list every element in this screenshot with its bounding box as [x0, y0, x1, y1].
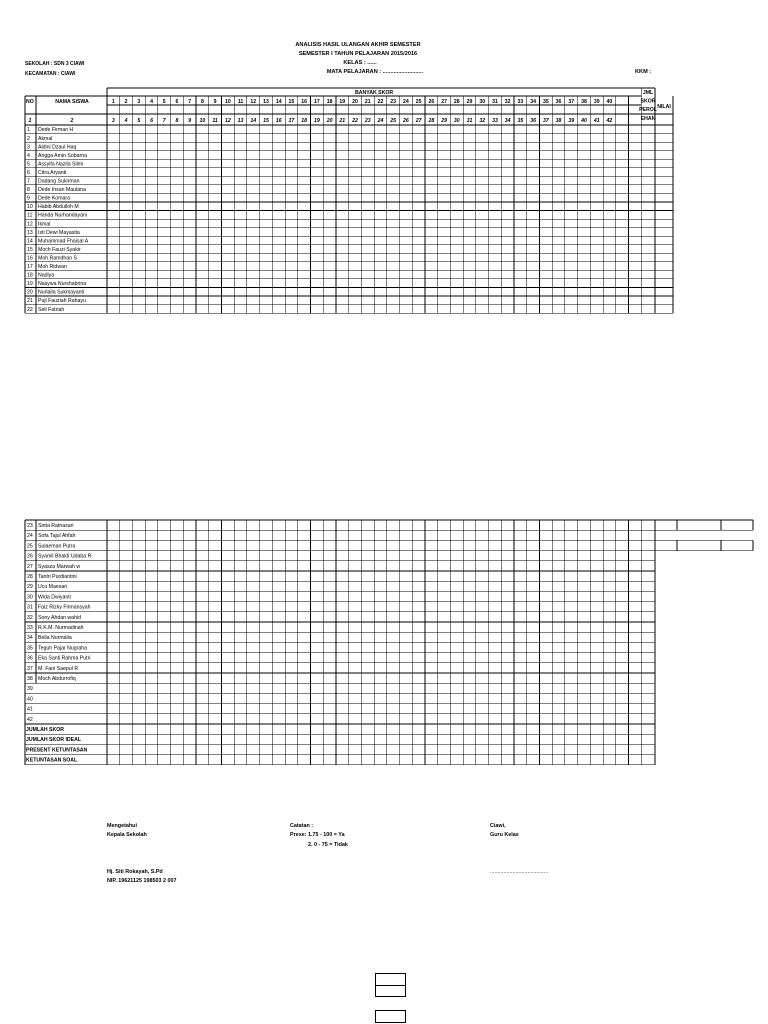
student-name: Bella Nurmalia [38, 635, 72, 642]
index-cell: 2 [70, 118, 74, 124]
student-number: 31 [27, 604, 33, 611]
question-number: 27 [441, 99, 447, 105]
index-cell: 9 [188, 118, 192, 124]
student-number: 9 [27, 195, 30, 202]
question-number: 18 [326, 99, 333, 105]
index-cell: 10 [199, 118, 206, 124]
student-number: 1 [27, 127, 30, 134]
kepala-sekolah-label: Kepala Sekolah [107, 832, 147, 838]
question-number: 20 [352, 99, 358, 105]
kepala-sekolah-nip: NIP. 19621125 198503 2 007 [107, 878, 177, 884]
student-name: Nurlaila Sukmayanti [38, 289, 85, 296]
mengetahui-label: Mengetahui [107, 823, 137, 829]
footer-box-bottom [375, 1010, 406, 1023]
index-cell: 20 [326, 118, 333, 124]
question-number: 21 [364, 99, 371, 105]
index-cell: 26 [403, 118, 409, 124]
question-number: 17 [313, 99, 320, 105]
student-name: Faiz Rizky Firmansyah [38, 604, 91, 611]
question-number: 33 [517, 99, 524, 105]
catatan-ya: Prese: 1.75 - 100 = Ya [290, 832, 345, 838]
student-number: 37 [27, 665, 33, 672]
document-subtitle: SEMESTER I TAHUN PELAJARAN 2015/2016 [298, 51, 418, 57]
student-number: 32 [27, 614, 33, 621]
student-name: Sulaeman Putra [38, 543, 76, 550]
student-name: Habib Abdulloh M [38, 204, 79, 211]
student-number: 18 [27, 272, 33, 279]
nama-siswa-header: NAMA SISWA [55, 99, 89, 105]
index-cell: 8 [175, 118, 179, 124]
banyak-skor-header: BANYAK SKOR [355, 90, 394, 96]
jml-skor-header: PEROL [639, 107, 657, 114]
question-number: 24 [403, 99, 409, 105]
index-cell: 29 [441, 118, 447, 124]
student-number: 19 [27, 281, 33, 288]
jml-skor-header: SKOR [640, 98, 656, 105]
student-number: 16 [27, 255, 33, 262]
student-number: 5 [27, 161, 30, 168]
student-name: Muhammad Fhaisal A [38, 238, 89, 245]
index-cell: 33 [492, 118, 498, 124]
student-name: Dede Insan Maulana [38, 187, 86, 194]
student-number: 2 [27, 135, 30, 142]
index-cell: 27 [415, 118, 422, 124]
question-number: 8 [200, 99, 204, 105]
question-number: 32 [504, 99, 511, 105]
jml-skor-header: JML [642, 90, 654, 96]
index-cell: 7 [162, 118, 166, 124]
student-name: Syamil Bhakti Udaba R [38, 553, 92, 560]
no-header: NO [26, 99, 34, 105]
student-name: Assyifa Nazila Silmi [38, 161, 84, 168]
question-number: 36 [555, 99, 562, 105]
index-cell: 13 [237, 118, 244, 124]
student-number: 28 [27, 574, 33, 580]
student-number: 25 [27, 543, 33, 550]
student-name: Citra Aryanti [38, 169, 67, 176]
index-cell: 24 [377, 118, 384, 124]
student-name: Tantri Purdiantini [38, 574, 77, 580]
student-number: 30 [27, 594, 33, 601]
index-cell: 3 [111, 118, 115, 124]
question-number: 30 [479, 99, 486, 105]
question-number: 35 [542, 99, 549, 105]
student-name: Moch Fauzi Syakir [38, 246, 81, 253]
index-cell: 16 [275, 118, 282, 124]
question-number: 1 [111, 99, 115, 105]
question-number: 34 [530, 99, 537, 105]
student-number: 21 [27, 298, 33, 305]
footer-box-divider [376, 985, 405, 986]
question-number: 2 [124, 99, 128, 105]
index-cell: 25 [390, 118, 397, 124]
student-name: Syasza Marwah w [38, 563, 81, 570]
question-number: 39 [593, 99, 600, 105]
student-number: 23 [27, 523, 33, 529]
question-number: 28 [453, 99, 460, 105]
student-number: 4 [27, 152, 30, 159]
guru-kelas-label: Guru Kelas [490, 832, 519, 838]
student-number: 27 [27, 563, 33, 570]
summary-row-label: JUMLAH SKOR [26, 727, 65, 733]
student-name: Sofa Tajul Ahfah [38, 533, 76, 540]
student-name: Eka Santi Rahma Putri [38, 655, 91, 662]
student-name: Nasywa Nurshabrina [38, 281, 87, 288]
index-cell: 32 [479, 118, 486, 124]
student-number: 24 [27, 533, 33, 540]
index-cell: 42 [606, 118, 613, 124]
question-number: 37 [568, 99, 575, 105]
student-number: 42 [27, 716, 33, 723]
index-cell: 6 [150, 118, 153, 124]
student-name: Angga Amin Sobarna [38, 152, 88, 159]
question-number: 22 [377, 99, 384, 105]
index-cell: 40 [581, 118, 587, 124]
index-cell: 34 [504, 118, 511, 124]
index-cell: 38 [555, 118, 562, 124]
summary-row-label: PRESENT KETUNTASAN [26, 747, 88, 754]
student-number: 13 [27, 229, 33, 236]
index-cell: 5 [137, 118, 141, 124]
index-cell: 22 [352, 118, 358, 124]
student-name: Wida Dwiyanti [38, 594, 71, 601]
student-name: Dadang Sukirman [38, 178, 80, 185]
question-number: 6 [175, 99, 179, 105]
summary-row-label: JUMLAH SKOR IDEAL [26, 737, 82, 744]
student-name: Seli Fatriah [38, 306, 65, 313]
student-name: Ikmal [38, 221, 51, 228]
index-cell: 11 [212, 118, 218, 124]
question-number: 14 [275, 99, 282, 105]
index-cell: 21 [339, 118, 346, 124]
student-number: 6 [27, 169, 30, 176]
student-number: 26 [27, 553, 33, 560]
student-number: 38 [27, 676, 33, 682]
index-cell: 17 [288, 118, 295, 124]
index-cell: 36 [530, 118, 537, 124]
kecamatan-label: KECAMATAN : CIAWI [25, 71, 76, 77]
index-cell: 1 [28, 118, 32, 124]
student-name: Sinta Ratnasari [38, 523, 74, 529]
question-number: 5 [162, 99, 166, 105]
question-number: 15 [288, 99, 295, 105]
student-number: 3 [27, 144, 30, 151]
kkm-label: KKM : [635, 69, 652, 75]
student-number: 20 [27, 289, 33, 296]
question-number: 26 [428, 99, 435, 105]
kepala-sekolah-name: Hj. Siti Rokayah, S.Pd [107, 869, 163, 875]
student-number: 11 [27, 212, 33, 219]
student-name: Sony Ahdan wahid [38, 614, 81, 621]
student-name: Dede Komara [38, 195, 71, 202]
index-cell: 23 [364, 118, 371, 124]
student-name: Moh Ridwan [38, 264, 67, 270]
student-number: 40 [27, 696, 33, 703]
guru-signature-line: ....................................... [490, 869, 549, 875]
question-number: 31 [492, 99, 498, 105]
question-number: 7 [188, 99, 192, 105]
student-number: 36 [27, 655, 33, 662]
question-number: 10 [224, 99, 231, 105]
index-cell: 12 [224, 118, 231, 124]
student-name: Nadiya [38, 272, 55, 279]
student-number: 7 [27, 178, 30, 185]
question-number: 40 [606, 99, 613, 105]
student-number: 39 [27, 686, 33, 693]
question-number: 16 [301, 99, 308, 105]
mata-pelajaran-label: MATA PELAJARAN : .......................... [326, 69, 424, 75]
index-cell: 4 [124, 118, 128, 124]
student-number: 29 [27, 584, 33, 591]
student-number: 12 [27, 221, 33, 228]
document-title: ANALISIS HASIL ULANGAN AKHIR SEMESTER [295, 42, 421, 48]
student-number: 22 [27, 306, 33, 313]
question-number: 13 [263, 99, 269, 105]
question-number: 25 [415, 99, 422, 105]
summary-row-label: KETUNTASAN SOAL [26, 757, 78, 764]
student-number: 10 [27, 204, 33, 211]
student-name: Moh Ramdhan S [38, 255, 77, 262]
index-cell: 18 [301, 118, 308, 124]
student-name: Puji Fauziah Rahayu [38, 298, 86, 305]
student-name: Ucu Maesari [38, 584, 68, 591]
student-number: 17 [27, 264, 33, 270]
student-number: 15 [27, 246, 33, 253]
footer-box-top [375, 973, 406, 997]
question-number: 4 [150, 99, 153, 105]
kelas-label: KELAS : ...... [343, 60, 377, 66]
student-number: 34 [27, 635, 33, 642]
student-name: R.K.M. Nurmadinah [38, 625, 84, 631]
kota-label: Ciawi, [490, 823, 506, 829]
catatan-label: Catatan : [290, 823, 314, 829]
student-number: 41 [27, 706, 33, 713]
question-number: 3 [137, 99, 141, 105]
question-number: 9 [213, 99, 217, 105]
index-cell: 39 [568, 118, 575, 124]
question-number: 38 [581, 99, 587, 105]
index-cell: 41 [593, 118, 600, 124]
student-name: Handa Nurhandayani [38, 212, 88, 219]
question-number: 11 [237, 99, 244, 105]
index-cell: 37 [542, 118, 549, 124]
question-number: 19 [339, 99, 346, 105]
student-name: Moch Abdurrofiq [38, 676, 76, 682]
question-number: 23 [390, 99, 397, 105]
catatan-tidak: 2. 0 - 75 = Tidak [308, 842, 348, 848]
student-name: M. Fani Saepul R [38, 665, 79, 672]
student-name: Aldini Dzaul Haq [38, 144, 77, 151]
index-cell: 35 [517, 118, 524, 124]
question-number: 29 [466, 99, 473, 105]
student-number: 33 [27, 625, 33, 631]
index-cell: 31 [466, 118, 473, 124]
student-name: Isti Dewi Mayasita [38, 229, 80, 236]
question-number: 12 [250, 99, 257, 105]
index-cell: 15 [263, 118, 269, 124]
student-name: Teguh Pajar Nugraha [38, 645, 88, 652]
nilai-header: NILAI [657, 104, 671, 110]
student-number: 8 [27, 187, 30, 194]
index-cell: 28 [428, 118, 435, 124]
index-cell: 19 [313, 118, 320, 124]
jml-skor-header: EHAN [640, 115, 656, 122]
index-cell: 14 [250, 118, 257, 124]
student-name: Dede Firman H [38, 127, 74, 134]
index-cell: 30 [453, 118, 460, 124]
student-number: 35 [27, 645, 33, 652]
sekolah-label: SEKOLAH : SDN 3 CIAWI [25, 61, 85, 67]
student-number: 14 [27, 238, 33, 245]
student-name: Akmal [38, 135, 53, 142]
